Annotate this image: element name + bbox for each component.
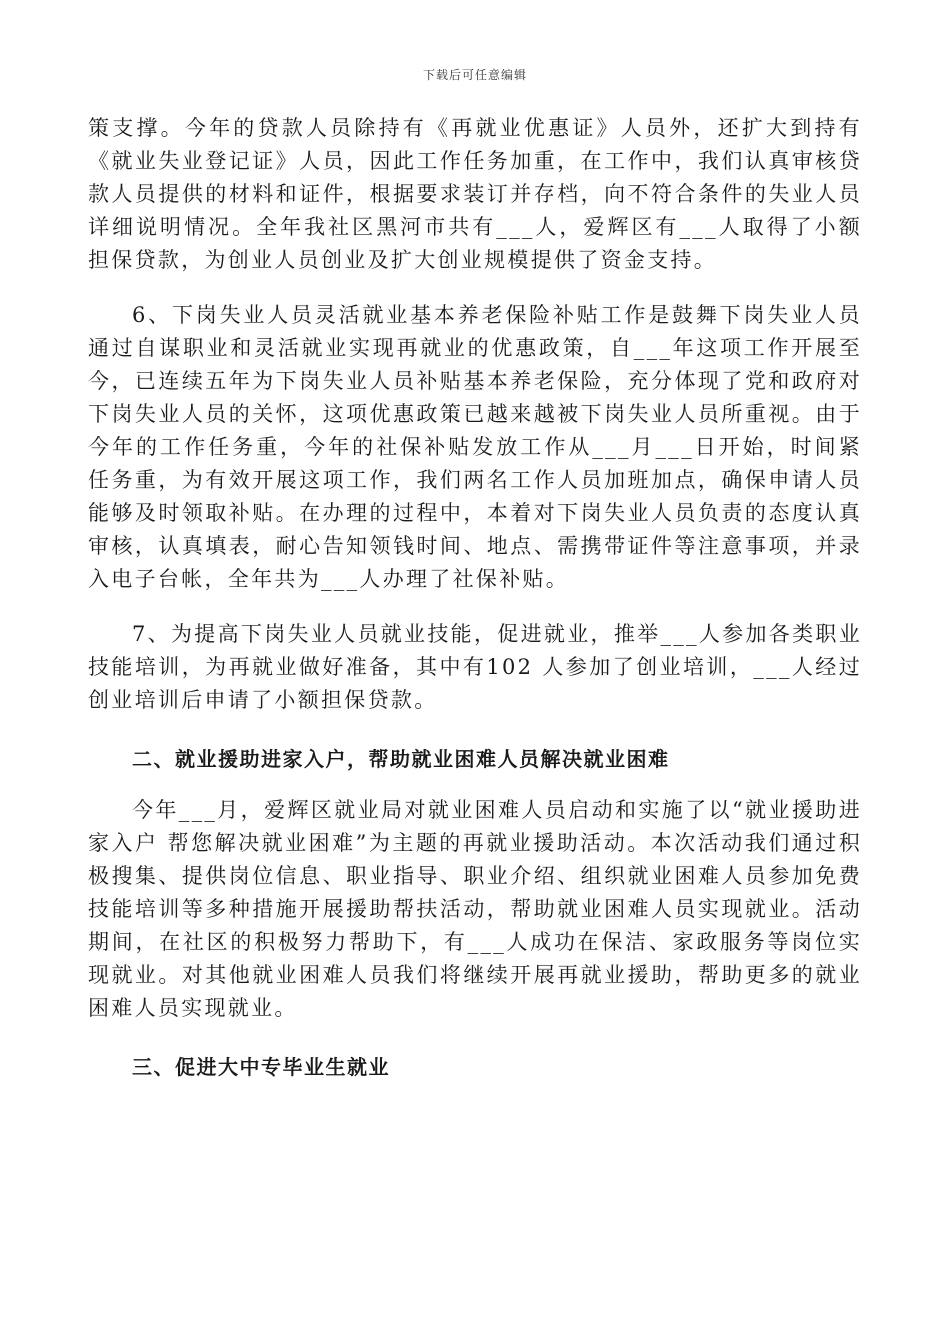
paragraph-continued: 策支撑。今年的贷款人员除持有《再就业优惠证》人员外，还扩大到持有《就业失业登记证》人员，因此工作任务加重，在工作中，我们认真审核贷款人员提供的材料和证件，根据要求装订并存档，向不符合条件的失业人员详细说明情况。全年我社区黑河市共有___人，爱辉区有___人取得了小额担保贷款，为创业人员创业及扩大创业规模提供了资金支持。 [88,116,862,272]
document-body [88,112,862,1084]
page-header: 下载后可任意编辑 [422,68,527,82]
paragraph-item-7: 7、为提高下岗失业人员就业技能，促进就业，推举___人参加各类职业技能培训，为再就业做好准备，其中有102 人参加了创业培训，___人经过创业培训后申请了小额担保贷款。 [88,622,862,712]
section-heading-2: 二、就业援助进家入户，帮助就业困难人员解决就业困难 [132,747,670,771]
section-2-paragraph: 今年___月，爱辉区就业局对就业困难人员启动和实施了以“就业援助进家入户 帮您解决就业困难”为主题的再就业援助活动。本次活动我们通过积极搜集、提供岗位信息、职业指导、职业介绍、组织就业困难人员参加免费技能培训等多种措施开展援助帮扶活动，帮助就业困难人员实现就业。活动期间，在社区的积极努力帮助下，有___人成功在保洁、家政服务等岗位实现就业。对其他就业困难人员我们将继续开展再就业援助，帮助更多的就业困难人员实现就业。 [88,798,862,1020]
paragraph-item-6: 6、下岗失业人员灵活就业基本养老保险补贴工作是鼓舞下岗失业人员通过自谋职业和灵活就业实现再就业的优惠政策，自___年这项工作开展至今，已连续五年为下岗失业人员补贴基本养老保险，充分体现了党和政府对下岗失业人员的关怀，这项优惠政策已越来越被下岗失业人员所重视。由于今年的工作任务重，今年的社保补贴发放工作从___月___日开始，时间紧任务重，为有效开展这项工作，我们两名工作人员加班加点，确保申请人员能够及时领取补贴。在办理的过程中，本着对下岗失业人员负责的态度认真审核，认真填表，耐心告知领钱时间、地点、需携带证件等注意事项，并录入电子台帐，全年共为___人办理了社保补贴。 [88,303,862,591]
section-heading-3: 三、促进大中专毕业生就业 [132,1055,390,1079]
